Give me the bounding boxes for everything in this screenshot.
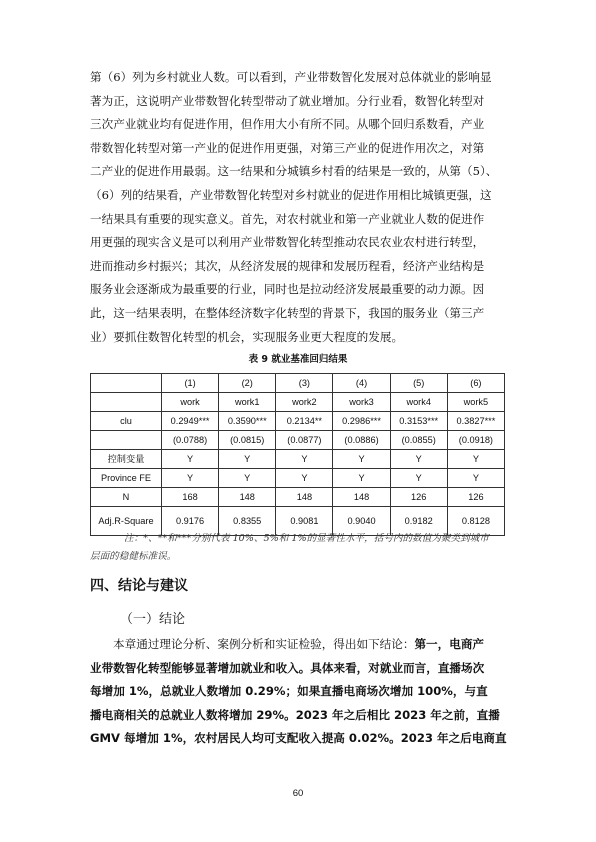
- table-cell: Y: [447, 469, 504, 488]
- table-cell: 0.9081: [276, 507, 333, 536]
- dependent-variable: work: [162, 393, 219, 412]
- table-row-label: clu: [91, 412, 162, 431]
- column-number: (6): [447, 374, 504, 393]
- table-cell: 0.2986***: [333, 412, 390, 431]
- table-cell: Y: [390, 469, 447, 488]
- table-cell: (0.0815): [219, 431, 276, 450]
- table-row-label: 控制变量: [91, 450, 162, 469]
- table-row-label: [91, 431, 162, 450]
- text-line: （6）列的结果看，产业带数智化转型对乡村就业的促进作用相比城镇更强，这: [90, 187, 492, 202]
- page-number: 60: [292, 788, 304, 799]
- table-row: [91, 488, 505, 507]
- bold-text-run: GMV 每增加 1%，农村居民人均可支配收入提高 0.02%。2023 年之后电商直: [90, 731, 507, 746]
- table-cell: Y: [333, 469, 390, 488]
- text-line: 二产业的促进作用最弱。这一结果和分城镇乡村看的结果是一致的，从第（5）、: [90, 164, 498, 179]
- text-line: 三次产业就业均有促进作用，但作用大小有所不同。从哪个回归系数看，产业: [90, 117, 485, 132]
- table-cell: 0.9040: [333, 507, 390, 536]
- table-note-line: 注：*、**和***分别代表 10%、5%和 1%的显著性水平，括号内的数值为聚类到城市: [124, 533, 489, 544]
- text-line: [90, 633, 510, 657]
- dependent-variable: work4: [390, 393, 447, 412]
- column-number: (4): [333, 374, 390, 393]
- table-cell: 0.2134**: [276, 412, 333, 431]
- dependent-variable: work2: [276, 393, 333, 412]
- table-row: [91, 412, 505, 431]
- table-cell: Y: [219, 450, 276, 469]
- table-cell: Y: [447, 450, 504, 469]
- text-line: [90, 704, 510, 728]
- table-cell: 0.9182: [390, 507, 447, 536]
- table-cell: (0.0877): [276, 431, 333, 450]
- table-cell: 148: [333, 488, 390, 507]
- text-line: 业）要抓住数智化转型的机会，实现服务业更大程度的发展。: [90, 329, 404, 344]
- text-line: 带数智化转型对第一产业的促进作用更强，对第三产业的促进作用次之，对第: [90, 140, 485, 155]
- dependent-variable: work3: [333, 393, 390, 412]
- table-cell: (0.0918): [447, 431, 504, 450]
- table-cell: (0.0788): [162, 431, 219, 450]
- table-cell: 148: [276, 488, 333, 507]
- table-cell: 0.9176: [162, 507, 219, 536]
- table-cell: 0.3153***: [390, 412, 447, 431]
- table-row: [91, 431, 505, 450]
- text-line: 用更强的现实含义是可以利用产业带数智化转型推动农民农业农村进行转型，: [90, 235, 485, 250]
- text-line: [90, 727, 510, 751]
- table-cell: Y: [162, 469, 219, 488]
- column-number: (2): [219, 374, 276, 393]
- table-cell: 126: [390, 488, 447, 507]
- section-heading: 四、结论与建议: [90, 578, 188, 594]
- text-line: [90, 657, 510, 681]
- column-number: (5): [390, 374, 447, 393]
- table-row-label: [91, 393, 162, 412]
- table-row-label: Province FE: [91, 469, 162, 488]
- dependent-variable: work1: [219, 393, 276, 412]
- table-corner-cell: [91, 374, 162, 393]
- bold-text-run: 第一，电商产: [414, 637, 485, 651]
- dependent-variable: work5: [447, 393, 504, 412]
- table-cell: (0.0855): [390, 431, 447, 450]
- text-run: 本章通过理论分析、案例分析和实证检验，得出如下结论：: [113, 637, 415, 651]
- table-cell: Y: [276, 450, 333, 469]
- table-cell: 0.3590***: [219, 412, 276, 431]
- table-cell: Y: [276, 469, 333, 488]
- column-number: (3): [276, 374, 333, 393]
- table-cell: 126: [447, 488, 504, 507]
- text-line: 著为正，这说明产业带数智化转型带动了就业增加。分行业看，数智化转型对: [90, 93, 485, 108]
- text-line: 进而推动乡村振兴；其次，从经济发展的规律和发展历程看，经济产业结构是: [90, 258, 485, 273]
- table-cell: 0.8128: [447, 507, 504, 536]
- regression-table: [90, 373, 505, 536]
- text-line: 一结果具有重要的现实意义。首先，对农村就业和第一产业就业人数的促进作: [90, 211, 485, 226]
- text-line: 此，这一结果表明，在整体经济数字化转型的背景下，我国的服务业（第三产: [90, 305, 485, 320]
- table-caption: 表 9 就业基准回归结果: [248, 354, 348, 365]
- table-cell: 0.3827***: [447, 412, 504, 431]
- body-paragraph-1: [90, 66, 510, 349]
- text-line: 第（6）列为乡村就业人数。可以看到，产业带数智化发展对总体就业的影响显: [90, 70, 492, 84]
- table-row: [91, 469, 505, 488]
- table-note-line: 层面的稳健标准误。: [90, 551, 177, 562]
- table-cell: Y: [333, 450, 390, 469]
- bold-text-run: 每增加 1%，总就业人数增加 0.29%；如果直播电商场次增加 100%，与直: [90, 684, 488, 699]
- bold-text-run: 业带数智化转型能够显著增加就业和收入。具体来看，对就业而言，直播场次: [90, 660, 485, 675]
- table-cell: Y: [390, 450, 447, 469]
- table-row-label: N: [91, 488, 162, 507]
- dependent-variable-row: [91, 393, 505, 412]
- text-line: 服务业会逐渐成为最重要的行业，同时也是拉动经济发展最重要的动力源。因: [90, 282, 485, 297]
- table-cell: (0.0886): [333, 431, 390, 450]
- table-header-row: [91, 374, 505, 393]
- text-line: [90, 680, 510, 704]
- table-row-label: Adj.R-Square: [91, 507, 162, 536]
- body-paragraph-2: [90, 633, 510, 751]
- table-note: [90, 530, 510, 566]
- bold-text-run: 播电商相关的总就业人数将增加 29%。2023 年之后相比 2023 年之前，直播: [90, 707, 500, 722]
- subsection-heading: （一）结论: [120, 612, 186, 627]
- table-cell: 148: [219, 488, 276, 507]
- table-row: [91, 450, 505, 469]
- table-cell: 0.8355: [219, 507, 276, 536]
- table-cell: Y: [219, 469, 276, 488]
- column-number: (1): [162, 374, 219, 393]
- table-cell: 168: [162, 488, 219, 507]
- table-cell: 0.2949***: [162, 412, 219, 431]
- table-cell: Y: [162, 450, 219, 469]
